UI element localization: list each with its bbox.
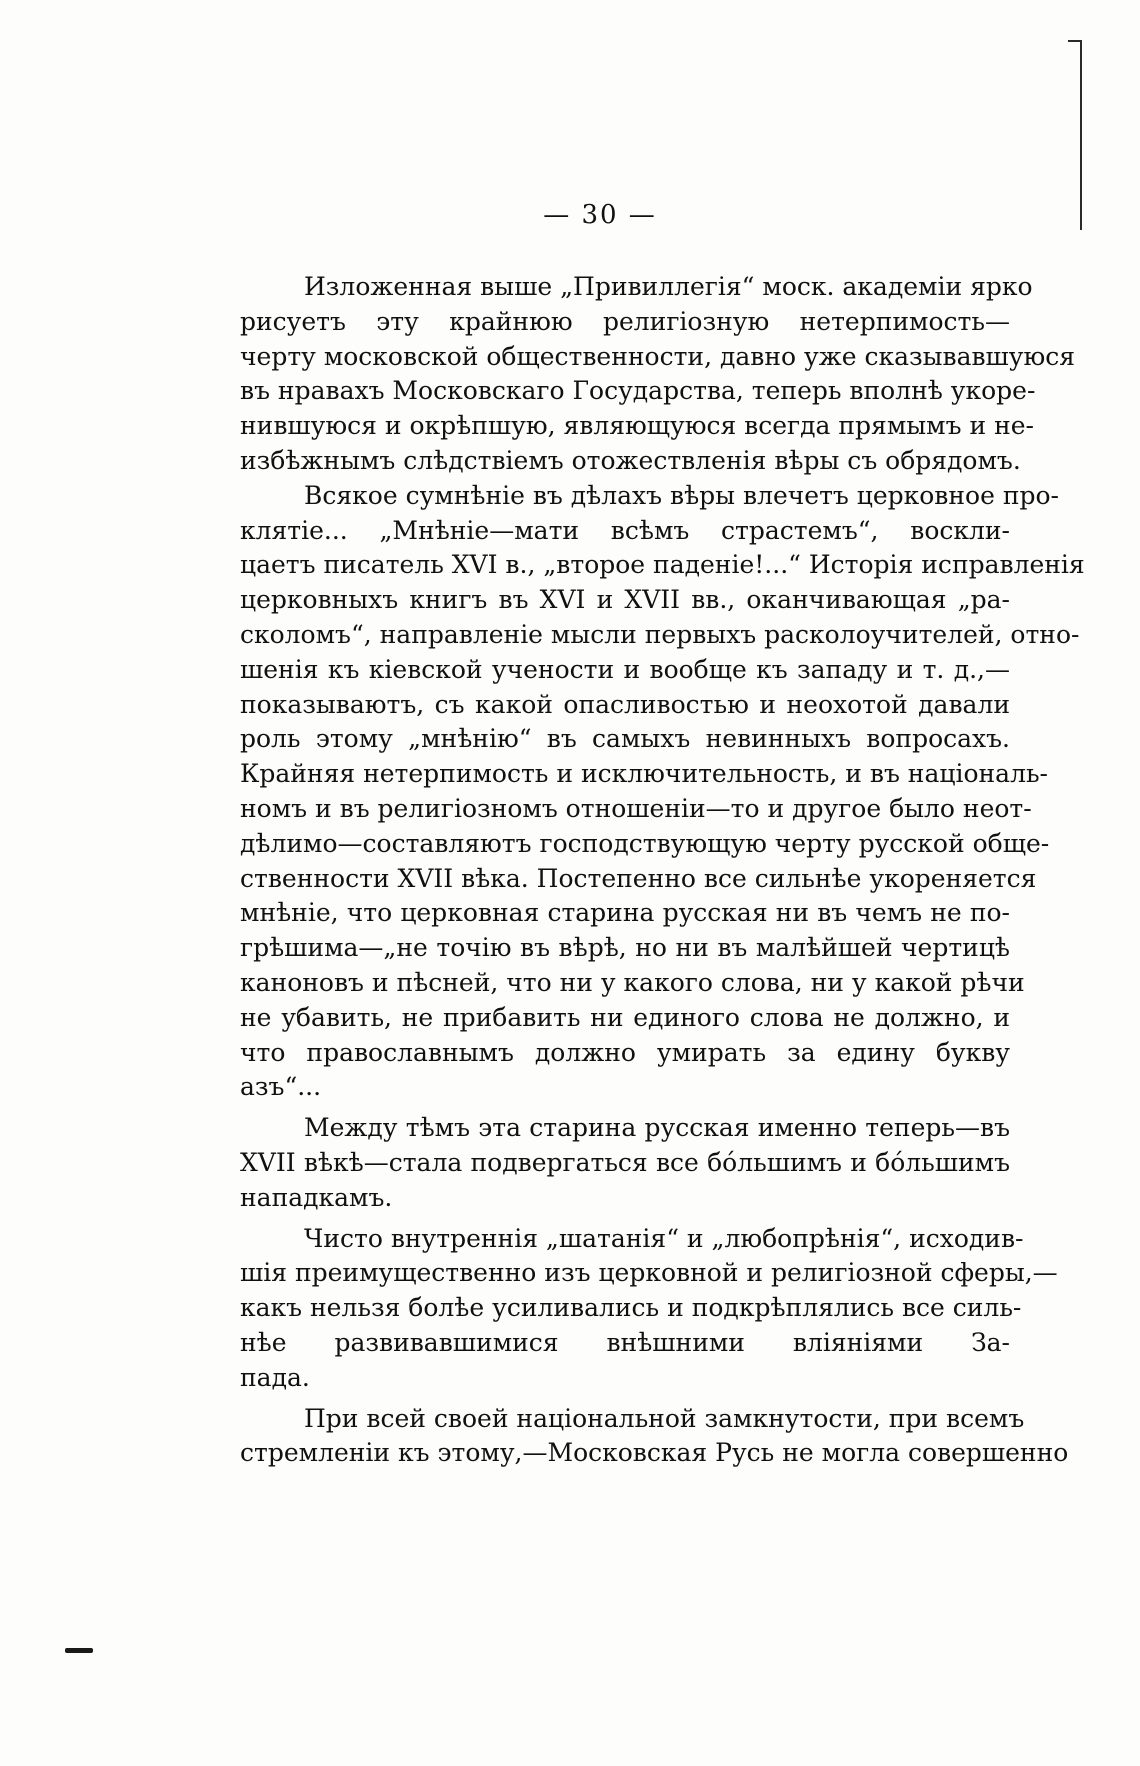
page-number: — 30 — — [543, 200, 657, 230]
text-line: въ нравахъ Московскаго Государства, теперь вполнѣ укоре- — [240, 376, 1036, 406]
text-line: нападкамъ. — [240, 1182, 393, 1212]
text-line: черту московской общественности, давно уже сказывавшуюся — [240, 341, 1076, 371]
text-line: ственности XVII вѣка. Постепенно все сильнѣе укореняется — [240, 863, 1037, 893]
text-line: мнѣніе, что церковная старина русская ни въ чемъ не по- — [240, 898, 1010, 928]
text-line: шія преимущественно изъ церковной и религіозной сферы,— — [240, 1258, 1058, 1288]
text-line: Всякое сумнѣніе въ дѣлахъ вѣры влечетъ церковное про- — [304, 480, 1059, 510]
text-line: Крайняя нетерпимость и исключительность, и въ національ- — [240, 759, 1049, 789]
text-line: стремленіи къ этому,—Московская Русь не могла совершенно — [240, 1438, 1069, 1468]
text-line: При всей своей національной замкнутости, при всемъ — [304, 1403, 1025, 1433]
text-line: не убавить, не прибавить ни единого слова не должно, и — [240, 1002, 1010, 1032]
text-line: сколомъ“, направленіе мысли первыхъ расколоучителей, отно- — [240, 619, 1080, 649]
paragraph-4 — [240, 1222, 1058, 1396]
text-line: церковныхъ книгъ въ XVI и XVII вв., оканчивающая „ра- — [240, 585, 1010, 615]
paragraph-1 — [240, 270, 1076, 479]
text-line: избѣжнымъ слѣдствіемъ отожествленія вѣры съ обрядомъ. — [240, 445, 1021, 475]
text-line: грѣшима—„не точію въ вѣрѣ, но ни въ малѣйшей чертицѣ — [240, 933, 1010, 963]
text-line: Чисто внутреннія „шатанія“ и „любопрѣнія“, исходив- — [304, 1223, 1024, 1253]
text-line: нѣе развивавшимися внѣшними вліяніями За- — [240, 1327, 1010, 1357]
text-line: XVII вѣкѣ—стала подвергаться все бóльшимъ и бóльшимъ — [240, 1147, 1010, 1177]
text-line: шенія къ кіевской учености и вообще къ западу и т. д.,— — [240, 654, 1010, 684]
paragraph-3 — [240, 1111, 1010, 1215]
text-line: пада. — [240, 1362, 310, 1392]
text-line: что православнымъ должно умирать за едину букву — [240, 1037, 1010, 1067]
page-edge-line — [1080, 40, 1082, 230]
text-line: клятіе... „Мнѣніе—мати всѣмъ страстемъ“, воскли- — [240, 515, 1010, 545]
body-text — [240, 270, 1085, 1471]
text-line: роль этому „мнѣнію“ въ самыхъ невинныхъ вопросахъ. — [240, 724, 1010, 754]
text-line: каноновъ и пѣсней, что ни у какого слова, ни у какой рѣчи — [240, 967, 1025, 997]
text-line: азъ“... — [240, 1072, 322, 1102]
text-line: номъ и въ религіозномъ отношеніи—то и другое было неот- — [240, 793, 1032, 823]
text-line: нившуюся и окрѣпшую, являющуюся всегда прямымъ и не- — [240, 411, 1034, 441]
paragraph-5 — [240, 1402, 1069, 1472]
text-line: Изложенная выше „Привиллегія“ моск. академіи ярко — [304, 272, 1033, 301]
text-line: рисуетъ эту крайнюю религіозную нетерпимость— — [240, 306, 1010, 336]
text-line: дѣлимо—составляютъ господствующую черту русской обще- — [240, 828, 1050, 858]
text-line: цаетъ писатель XVI в., „второе паденіе!...“ Исторія исправленія — [240, 550, 1085, 580]
text-line: Между тѣмъ эта старина русская именно теперь—въ — [304, 1113, 1010, 1143]
scan-mark — [65, 1648, 93, 1653]
text-line: какъ нельзя болѣе усиливались и подкрѣплялись все силь- — [240, 1293, 1022, 1323]
paragraph-2 — [240, 479, 1085, 1105]
text-line: показываютъ, съ какой опасливостью и неохотой давали — [240, 689, 1010, 719]
